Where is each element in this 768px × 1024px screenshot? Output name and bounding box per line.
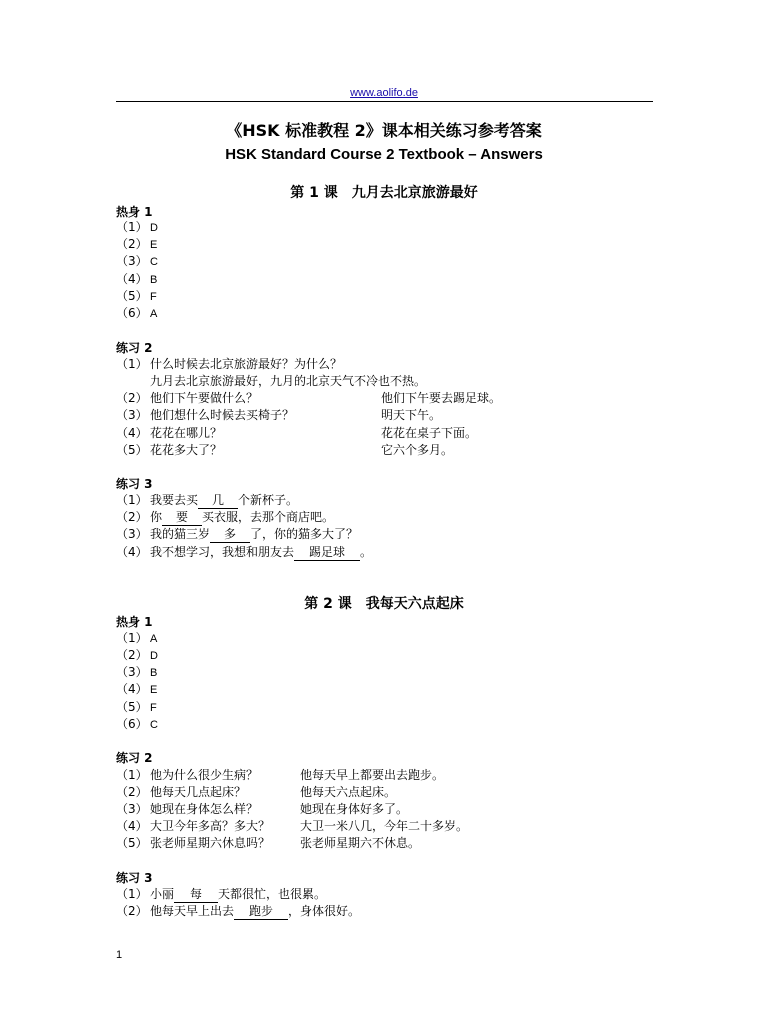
answer-letter: E (150, 684, 158, 696)
item-number: （4） (116, 426, 148, 440)
sentence-end: 了，你的猫多大了？ (250, 527, 359, 541)
question-text: 他们想什么时候去买椅子？ (150, 408, 295, 422)
lesson-1-exercise-2-heading: 练习 2 (116, 341, 153, 355)
answer-text: 他每天六点起床。 (300, 785, 397, 799)
site-link[interactable]: www.aolifo.de (350, 87, 418, 99)
lesson-1-number: 第 1 课 (290, 185, 338, 201)
blank-answer: 几 (198, 493, 238, 509)
item-number: （3） (116, 802, 148, 816)
lesson-1-warmup-heading: 热身 1 (116, 205, 153, 219)
lesson-2-warmup-item (116, 630, 157, 648)
item-number: （2） (116, 391, 148, 405)
header-divider (116, 101, 653, 102)
lesson-1-warmup-item (116, 219, 158, 237)
item-number: （5） (116, 700, 148, 714)
blank-answer: 每 (174, 887, 218, 903)
question-text: 大卫今年多高？多大？ (150, 819, 271, 833)
item-number: （1） (116, 220, 148, 234)
lesson-2-qa-item (116, 767, 445, 784)
answer-text: 他每天早上都要出去跑步。 (300, 768, 445, 782)
sentence-start: 小丽 (150, 887, 175, 901)
answer-letter: F (150, 702, 157, 714)
lesson-2-exercise-2-heading: 练习 2 (116, 751, 153, 765)
sentence-start: 我要去买 (150, 493, 199, 507)
sentence-end: 买衣服，去那个商店吧。 (202, 510, 335, 524)
item-number: （2） (116, 237, 148, 251)
lesson-2-qa-item (116, 835, 421, 852)
item-number: （4） (116, 272, 148, 286)
lesson-1-qa-item (116, 425, 478, 442)
answer-letter: B (150, 667, 158, 679)
sentence-end: ，身体很好。 (288, 904, 361, 918)
lesson-1-qa-item (116, 390, 502, 407)
lesson-2-warmup-item (116, 699, 157, 717)
lesson-2-fill-blank-item (116, 886, 326, 903)
lesson-2-qa-item (116, 818, 469, 835)
answer-text: 它六个多月。 (381, 443, 454, 457)
lesson-1-exercise-3-heading: 练习 3 (116, 477, 153, 491)
lesson-1-warmup-item (116, 305, 157, 323)
item-number: （5） (116, 836, 148, 850)
item-number: （1） (116, 887, 148, 901)
answer-letter: D (150, 650, 158, 662)
answer-letter: C (150, 256, 158, 268)
question-text: 张老师星期六休息吗？ (150, 836, 271, 850)
answer-letter: E (150, 239, 158, 251)
answer-letter: B (150, 274, 158, 286)
lesson-1-qa-item (116, 442, 454, 459)
lesson-1-qa-item (116, 407, 442, 424)
sentence-start: 我的猫三岁 (150, 527, 211, 541)
item-number: （5） (116, 289, 148, 303)
answer-letter: F (150, 291, 157, 303)
lesson-2-fill-blank-item (116, 903, 360, 920)
item-number: （4） (116, 545, 148, 559)
blank-answer: 多 (210, 527, 250, 543)
question-text: 他为什么很少生病？ (150, 768, 259, 782)
page-number: 1 (116, 949, 123, 961)
lesson-2-qa-item (116, 784, 397, 801)
lesson-2-warmup-item (116, 647, 158, 665)
blank-answer: 跑步 (234, 904, 288, 920)
item-number: （1） (116, 493, 148, 507)
answer-letter: C (150, 719, 158, 731)
blank-answer: 要 (162, 510, 202, 526)
lesson-1-fill-blank-item (116, 544, 372, 561)
lesson-2-name: 我每天六点起床 (365, 596, 464, 612)
lesson-1-fill-blank-item (116, 492, 298, 509)
answer-text: 花花在桌子下面。 (381, 426, 478, 440)
item-number: （6） (116, 306, 148, 320)
sentence-start: 我不想学习，我想和朋友去 (150, 545, 295, 559)
item-number: （3） (116, 527, 148, 541)
lesson-2-exercise-3-heading: 练习 3 (116, 871, 153, 885)
answer-text: 他们下午要去踢足球。 (381, 391, 502, 405)
lesson-1-warmup-item (116, 271, 157, 289)
lesson-2-title (0, 595, 768, 613)
item-number: （1） (116, 768, 148, 782)
sentence-end: 个新杯子。 (238, 493, 299, 507)
item-number: （1） (116, 631, 148, 645)
lesson-1-qa-answer (150, 373, 426, 390)
item-number: （3） (116, 665, 148, 679)
item-number: （5） (116, 443, 148, 457)
answer-text: 她现在身体好多了。 (300, 802, 409, 816)
item-number: （3） (116, 408, 148, 422)
sentence-start: 他每天早上出去 (150, 904, 235, 918)
answer-text: 九月去北京旅游最好，九月的北京天气不冷也不热。 (150, 374, 427, 388)
lesson-2-number: 第 2 课 (304, 596, 352, 612)
item-number: （4） (116, 819, 148, 833)
answer-text: 大卫一米八几，今年二十多岁。 (300, 819, 469, 833)
page-title-chinese: 《HSK 标准教程 2》课本相关练习参考答案 (226, 121, 542, 140)
lesson-1-warmup-item (116, 253, 158, 271)
lesson-1-title (0, 184, 768, 202)
blank-answer: 踢足球 (294, 545, 360, 561)
sentence-start: 你 (150, 510, 163, 524)
lesson-1-name: 九月去北京旅游最好 (351, 185, 478, 201)
lesson-2-warmup-heading: 热身 1 (116, 615, 153, 629)
answer-letter: A (150, 633, 158, 645)
answer-letter: A (150, 308, 158, 320)
answer-letter: D (150, 222, 158, 234)
sentence-end: 天都很忙，也很累。 (218, 887, 327, 901)
lesson-2-qa-item (116, 801, 409, 818)
lesson-1-qa-item (116, 356, 342, 373)
lesson-2-warmup-item (116, 681, 157, 699)
lesson-1-fill-blank-item (116, 526, 358, 543)
item-number: （6） (116, 717, 148, 731)
item-number: （3） (116, 254, 148, 268)
item-number: （2） (116, 904, 148, 918)
answer-text: 明天下午。 (381, 408, 442, 422)
lesson-2-warmup-item (116, 716, 158, 734)
question-text: 花花在哪儿？ (150, 426, 223, 440)
item-number: （4） (116, 682, 148, 696)
sentence-end: 。 (360, 545, 373, 559)
item-number: （2） (116, 510, 148, 524)
lesson-1-fill-blank-item (116, 509, 334, 526)
question-text: 他每天几点起床？ (150, 785, 247, 799)
item-number: （2） (116, 785, 148, 799)
lesson-1-warmup-item (116, 288, 157, 306)
question-text: 他们下午要做什么？ (150, 391, 259, 405)
question-text: 花花多大了？ (150, 443, 223, 457)
page-title-english: HSK Standard Course 2 Textbook – Answers (225, 146, 543, 163)
question-text: 她现在身体怎么样？ (150, 802, 259, 816)
item-number: （1） (116, 357, 148, 371)
answer-text: 张老师星期六不休息。 (300, 836, 421, 850)
question-text: 什么时候去北京旅游最好？为什么？ (150, 357, 343, 371)
item-number: （2） (116, 648, 148, 662)
lesson-2-warmup-item (116, 664, 157, 682)
lesson-1-warmup-item (116, 236, 157, 254)
